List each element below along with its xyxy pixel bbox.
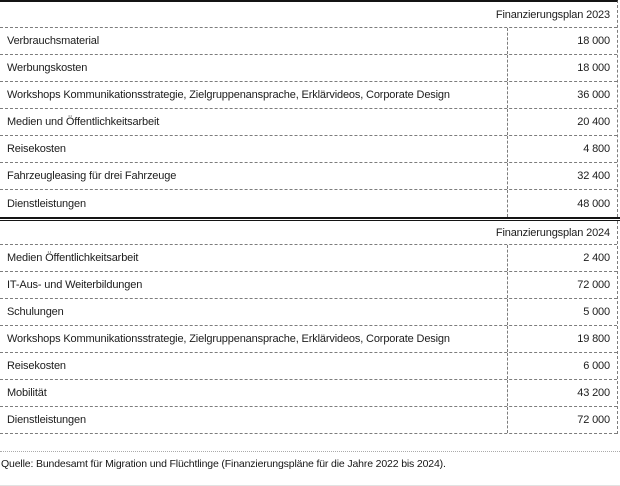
table-row [0,136,617,163]
row-value-cell [507,353,617,379]
row-value-cell [507,190,617,217]
table-title-2023: Finanzierungsplan 2023 [495,8,610,21]
table-row [0,163,617,190]
table-row [0,190,617,217]
row-value-cell [507,28,617,54]
row-value-cell [507,55,617,81]
row-value: 20 400 [577,116,610,128]
row-value-cell [507,272,617,298]
table-row [0,28,617,55]
row-label: Workshops Kommunikationsstrategie, Zielgruppenansprache, Erklärvideos, Corporate Design [7,333,450,345]
table-row [0,326,617,353]
row-value: 2 400 [583,252,610,264]
table-row [0,353,617,380]
row-value: 4 800 [583,143,610,155]
row-value: 72 000 [577,414,610,426]
row-value: 5 000 [583,306,610,318]
row-value-cell [507,299,617,325]
row-value: 32 400 [577,170,610,182]
row-value: 72 000 [577,279,610,291]
row-value-cell [507,82,617,108]
table-row [0,380,617,407]
table-rows-2024 [0,245,617,434]
table-row [0,109,617,136]
row-label: IT-Aus- und Weiterbildungen [7,279,143,291]
financing-table-2023 [0,0,618,217]
row-label: Schulungen [7,306,64,318]
row-value: 6 000 [583,360,610,372]
table-header-2024 [0,221,617,245]
row-label: Dienstleistungen [7,197,86,210]
row-value-cell [507,245,617,271]
table-row [0,55,617,82]
row-value-cell [507,136,617,162]
row-label: Verbrauchsmaterial [7,35,100,47]
row-label: Mobilität [7,387,47,399]
table-title-2024: Finanzierungsplan 2024 [495,226,610,239]
row-value: 18 000 [577,62,610,74]
row-label: Dienstleistungen [7,414,86,426]
table-row [0,82,617,109]
row-label: Reisekosten [7,360,66,372]
row-value-cell [507,407,617,433]
source-note: Quelle: Bundesamt für Migration und Flüchtlinge (Finanzierungspläne für die Jahre 2022 bis 2024). [1,458,446,470]
table-row [0,407,617,434]
table-header-2023 [0,2,617,28]
row-value-cell [507,109,617,135]
row-label: Fahrzeugleasing für drei Fahrzeuge [7,170,177,182]
table-row [0,272,617,299]
row-value: 19 800 [577,333,610,345]
table-row [0,245,617,272]
row-value-cell [507,163,617,189]
source-note-rule [0,451,620,452]
table-rows-2023 [0,28,617,217]
row-value: 43 200 [577,387,610,399]
table-row [0,299,617,326]
row-label: Werbungskosten [7,62,88,74]
row-label: Medien Öffentlichkeitsarbeit [7,252,139,264]
row-label: Reisekosten [7,143,66,155]
row-label: Workshops Kommunikationsstrategie, Zielgruppenansprache, Erklärvideos, Corporate Design [7,89,450,101]
financing-table-2024 [0,221,618,434]
row-value-cell [507,380,617,406]
row-value: 48 000 [577,197,610,210]
row-value: 18 000 [577,35,610,47]
row-value-cell [507,326,617,352]
row-value: 36 000 [577,89,610,101]
row-label: Medien und Öffentlichkeitsarbeit [7,116,160,128]
